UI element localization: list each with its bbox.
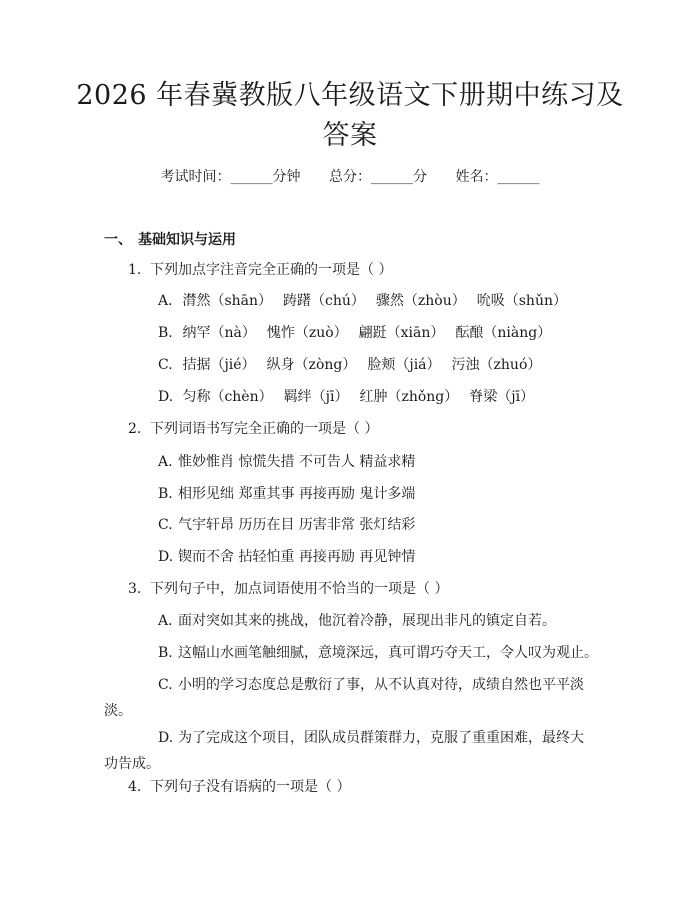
question-2 — [128, 418, 378, 440]
section-heading — [104, 229, 236, 251]
option-label: B. — [158, 486, 173, 502]
option-word: 拮据（jié） — [182, 357, 256, 373]
q2-option-d — [158, 546, 415, 568]
total-score: 总分：______分 — [329, 169, 427, 185]
q1-option-b — [158, 322, 562, 344]
option-text: 面对突如其来的挑战，他沉着冷静，展现出非凡的镇定自若。 — [178, 613, 556, 629]
question-number: 2. — [128, 421, 142, 437]
option-word: 纳罕（nà） — [182, 325, 256, 341]
q2-option-c — [158, 514, 415, 536]
option-word: 匀称（chèn） — [182, 389, 273, 405]
option-word: 脸颊（jiá） — [367, 357, 441, 373]
option-word: 踌躇（chú） — [283, 293, 365, 309]
question-number: 3. — [128, 581, 142, 597]
option-label: D. — [158, 389, 174, 405]
exam-info — [0, 166, 700, 188]
option-word: 愧怍（zuò） — [266, 325, 348, 341]
option-label: A. — [158, 293, 173, 309]
option-word: 翩跹（xiān） — [358, 325, 445, 341]
option-word: 污浊（zhuó） — [451, 357, 542, 373]
option-text: 相形见绌 郑重其事 再接再励 鬼计多端 — [178, 486, 416, 502]
option-text: 气宇轩昂 历历在目 历害非常 张灯结彩 — [178, 517, 416, 533]
option-label: D. — [158, 549, 174, 565]
section-title: 基础知识与运用 — [138, 232, 236, 248]
question-stem: 下列句子没有语病的一项是（ ） — [150, 779, 351, 795]
option-label: A. — [158, 613, 173, 629]
title-line-1: 2026 年春冀教版八年级语文下册期中练习及 — [76, 80, 624, 111]
q3-option-b — [158, 642, 598, 664]
q3-option-a — [158, 610, 556, 632]
section-number: 一、 — [104, 232, 132, 248]
title-line-2: 答案 — [322, 120, 378, 151]
question-number: 4. — [128, 779, 142, 795]
option-label: B. — [158, 325, 173, 341]
option-label: A. — [158, 454, 173, 470]
question-3 — [128, 578, 448, 600]
option-text: 惟妙惟肖 惊慌失措 不可告人 精益求精 — [178, 454, 416, 470]
question-4 — [128, 776, 350, 798]
option-word: 红肿（zhǒng） — [359, 389, 459, 405]
q3-option-c — [104, 672, 594, 724]
q2-option-a — [158, 451, 415, 473]
question-stem: 下列加点字注音完全正确的一项是（ ） — [150, 262, 393, 278]
option-word: 羁绊（jī） — [283, 389, 349, 405]
option-label: D. — [158, 730, 174, 746]
question-number: 1. — [128, 262, 142, 278]
option-label: C. — [158, 357, 173, 373]
q3-option-d — [104, 725, 594, 777]
option-word: 酝酿（niàng） — [455, 325, 552, 341]
student-name: 姓名：______ — [455, 169, 540, 185]
option-word: 纵身（zòng） — [266, 357, 357, 373]
q1-option-a — [158, 290, 578, 312]
q1-option-c — [158, 354, 552, 376]
q1-option-d — [158, 386, 545, 408]
option-text: 小明的学习态度总是敷衍了事，从不认真对待，成绩自然也平平淡淡。 — [104, 677, 584, 719]
option-text: 为了完成这个项目，团队成员群策群力，克服了重重困难，最终大功告成。 — [104, 730, 584, 772]
question-1 — [128, 259, 392, 281]
option-label: C. — [158, 517, 173, 533]
document-title — [60, 76, 640, 156]
option-word: 吮吸（shǔn） — [476, 293, 567, 309]
exam-time: 考试时间：______分钟 — [160, 169, 301, 185]
option-text: 锲而不舍 拈轻怕重 再接再励 再见钟情 — [178, 549, 416, 565]
option-word: 骤然（zhòu） — [375, 293, 466, 309]
question-stem: 下列句子中，加点词语使用不恰当的一项是（ ） — [150, 581, 449, 597]
option-text: 这幅山水画笔触细腻，意境深远，真可谓巧夺天工，令人叹为观止。 — [178, 645, 598, 661]
question-stem: 下列词语书写完全正确的一项是（ ） — [150, 421, 379, 437]
option-word: 脊梁（jī） — [469, 389, 535, 405]
option-label: C. — [158, 677, 173, 693]
option-label: B. — [158, 645, 173, 661]
q2-option-b — [158, 483, 415, 505]
option-word: 潸然（shān） — [182, 293, 273, 309]
